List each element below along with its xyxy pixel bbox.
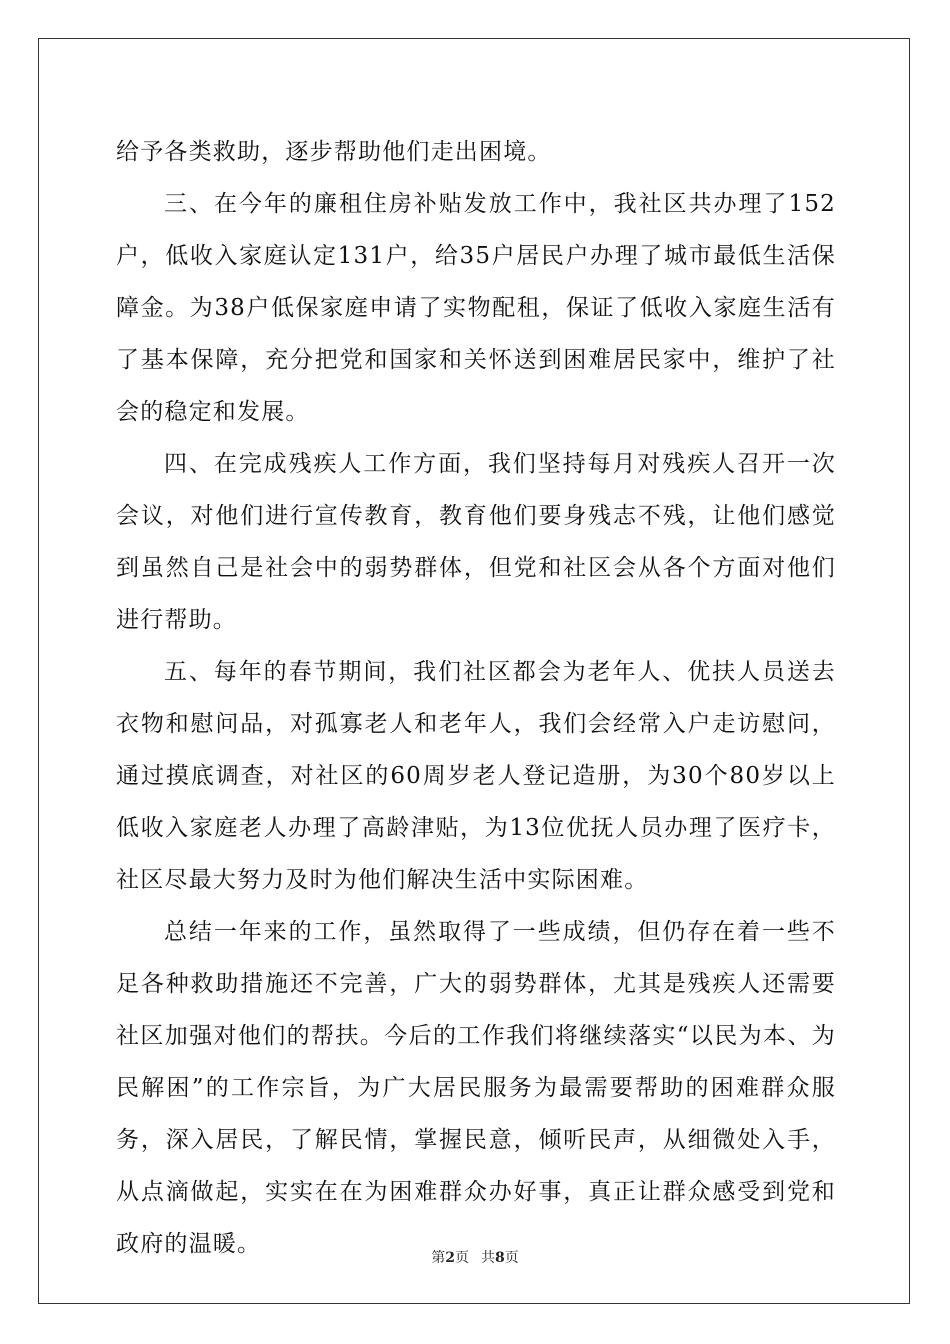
document-body [116, 126, 836, 1270]
total-suffix: 页 [504, 1250, 519, 1266]
paragraph-continuation: 给予各类救助，逐步帮助他们走出困境。 [116, 139, 552, 165]
paragraph-spring-festival: 五、每年的春节期间，我们社区都会为老年人、优扶人员送去衣物和慰问品，对孤寡老人和老年人，我们会经常入户走访慰问，通过摸底调查，对社区的60周岁老人登记造册，为30个80岁以上低收入家庭老人办理了高龄津贴，为13位优抚人员办理了医疗卡，社区尽最大努力及时为他们解决生活中实际困难。 [116, 659, 836, 893]
page-suffix: 页 [455, 1250, 469, 1266]
page-prefix: 第 [431, 1250, 446, 1266]
paragraph-summary: 总结一年来的工作，虽然取得了一些成绩，但仍存在着一些不足各种救助措施还不完善，广大的弱势群体，尤其是残疾人还需要社区加强对他们的帮扶。今后的工作我们将继续落实“以民为本、为民解困”的工作宗旨，为广大居民服务为最需要帮助的困难群众服务，深入居民，了解民情，掌握民意，倾听民声，从细微处入手，从点滴做起，实实在在为困难群众办好事，真正让群众感受到党和政府的温暖。 [116, 919, 836, 1257]
total-prefix: 共 [481, 1250, 495, 1266]
total-page-count: 8 [495, 1250, 505, 1266]
paragraph-housing-subsidy: 三、在今年的廉租住房补贴发放工作中，我社区共办理了152户，低收入家庭认定131户，给35户居民户办理了城市最低生活保障金。为38户低保家庭申请了实物配租，保证了低收入家庭生活有了基本保障，充分把党和国家和关怀送到困难居民家中，维护了社会的稳定和发展。 [116, 191, 836, 425]
paragraph-disabled-work: 四、在完成残疾人工作方面，我们坚持每月对残疾人召开一次会议，对他们进行宣传教育，教育他们要身残志不残，让他们感觉到虽然自己是社会中的弱势群体，但党和社区会从各个方面对他们进行帮助。 [116, 451, 836, 633]
page-footer [0, 1248, 950, 1268]
current-page-number: 2 [445, 1250, 455, 1266]
